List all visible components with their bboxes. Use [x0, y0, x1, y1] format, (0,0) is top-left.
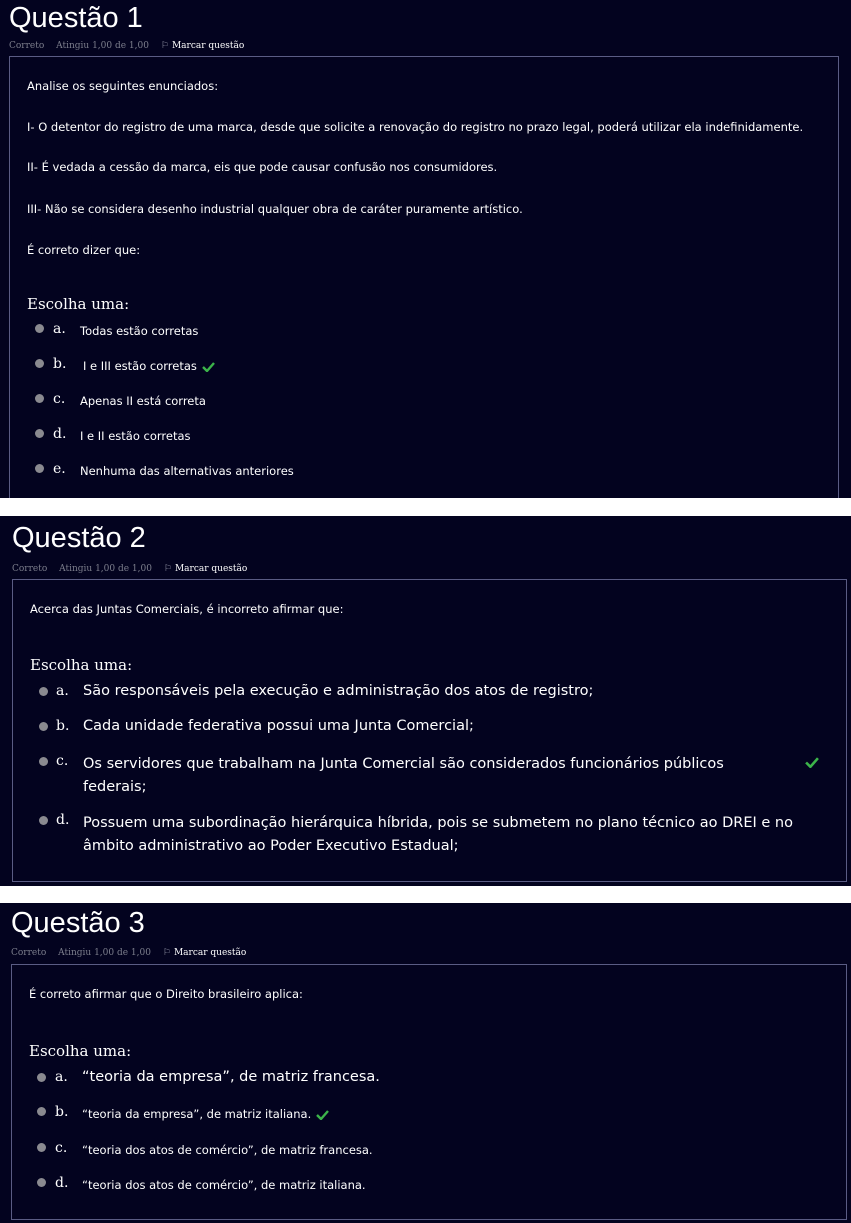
- choose-label: Escolha uma:: [27, 295, 130, 313]
- correct-check-icon: [316, 1110, 329, 1120]
- answer-option[interactable]: [13, 683, 846, 709]
- radio-button[interactable]: [37, 1073, 46, 1082]
- flag-icon[interactable]: ⚐: [160, 41, 169, 51]
- answer-option[interactable]: [13, 718, 846, 744]
- option-text-wrap: [83, 812, 793, 858]
- option-letter: d.: [55, 1175, 69, 1191]
- question-info: [11, 948, 255, 958]
- prompt-line: I- O detentor do registro de uma marca, desde que solicite a renovação do registro no prazo legal, poderá utilizar ela indefinidamente.: [27, 120, 804, 134]
- radio-button[interactable]: [39, 816, 48, 825]
- choose-label: Escolha uma:: [29, 1042, 132, 1060]
- option-letter: d.: [53, 426, 67, 442]
- answer-option[interactable]: [12, 1104, 846, 1128]
- flag-icon[interactable]: ⚐: [163, 564, 172, 574]
- option-letter: a.: [53, 321, 66, 337]
- question-content-box: [12, 579, 847, 882]
- answer-option[interactable]: [12, 1175, 846, 1199]
- question-title: Questão 2: [12, 522, 146, 554]
- grade-text: Atingiu 1,00 de 1,00: [58, 948, 151, 958]
- prompt-line: É correto afirmar que o Direito brasileiro aplica:: [29, 987, 303, 1001]
- grade-text: Atingiu 1,00 de 1,00: [56, 41, 149, 51]
- option-text: I e II estão corretas: [80, 429, 191, 443]
- option-text: “teoria dos atos de comércio”, de matriz italiana.: [82, 1178, 366, 1192]
- radio-button[interactable]: [37, 1178, 46, 1187]
- status-text: Correto: [9, 41, 45, 51]
- flag-icon[interactable]: ⚐: [162, 948, 171, 958]
- option-text-wrap: [82, 1107, 329, 1121]
- radio-button[interactable]: [35, 429, 44, 438]
- option-letter: c.: [56, 753, 69, 769]
- radio-button[interactable]: [39, 757, 48, 766]
- question-info: [9, 41, 253, 51]
- option-letter: d.: [56, 812, 70, 828]
- flag-question-link[interactable]: Marcar questão: [174, 564, 248, 574]
- radio-button[interactable]: [37, 1107, 46, 1116]
- option-letter: c.: [55, 1140, 68, 1156]
- option-text-line: âmbito administrativo ao Poder Executivo Estadual;: [83, 838, 459, 854]
- option-text: Cada unidade federativa possui uma Junta Comercial;: [83, 718, 474, 734]
- option-text: “teoria dos atos de comércio”, de matriz francesa.: [82, 1143, 373, 1157]
- answer-option[interactable]: [13, 812, 846, 862]
- status-text: Correto: [11, 948, 47, 958]
- prompt-line: Analise os seguintes enunciados:: [27, 79, 219, 93]
- flag-question-link[interactable]: Marcar questão: [171, 41, 245, 51]
- option-letter: a.: [55, 1069, 68, 1085]
- answer-option[interactable]: [10, 426, 838, 450]
- question-3-panel: [0, 903, 851, 1223]
- prompt-line: III- Não se considera desenho industrial qualquer obra de caráter puramente artístico.: [27, 202, 523, 216]
- radio-button[interactable]: [35, 324, 44, 333]
- radio-button[interactable]: [37, 1143, 46, 1152]
- option-letter: e.: [53, 461, 66, 477]
- question-1-panel: [0, 0, 851, 498]
- grade-text: Atingiu 1,00 de 1,00: [59, 564, 152, 574]
- question-2-panel: [0, 516, 851, 886]
- option-text: “teoria da empresa”, de matriz francesa.: [82, 1069, 380, 1085]
- prompt-line: Acerca das Juntas Comerciais, é incorreto afirmar que:: [30, 602, 344, 616]
- choose-label: Escolha uma:: [30, 656, 133, 674]
- option-text: I e III estão corretas: [83, 359, 197, 373]
- flag-question-link[interactable]: Marcar questão: [173, 948, 247, 958]
- option-text-wrap: [83, 359, 215, 373]
- answer-option[interactable]: [10, 461, 838, 485]
- prompt-line: II- É vedada a cessão da marca, eis que pode causar confusão nos consumidores.: [27, 160, 498, 174]
- answer-option[interactable]: [12, 1140, 846, 1164]
- option-letter: b.: [56, 718, 70, 734]
- option-letter: b.: [55, 1104, 69, 1120]
- option-text-line: Possuem uma subordinação hierárquica híbrida, pois se submetem no plano técnico ao DREI e no: [83, 815, 793, 831]
- option-text-line: federais;: [83, 779, 147, 795]
- option-letter: c.: [53, 391, 66, 407]
- correct-check-icon: [202, 362, 215, 372]
- answer-option[interactable]: [13, 753, 846, 803]
- answer-option[interactable]: [10, 356, 838, 380]
- option-letter: a.: [56, 683, 69, 699]
- prompt-line: É correto dizer que:: [27, 243, 141, 257]
- option-text: Todas estão corretas: [80, 324, 199, 338]
- question-info: [12, 564, 256, 574]
- question-title: Questão 1: [9, 2, 143, 34]
- option-letter: b.: [53, 356, 67, 372]
- option-text: São responsáveis pela execução e administração dos atos de registro;: [83, 683, 594, 699]
- question-title: Questão 3: [11, 907, 145, 939]
- radio-button[interactable]: [35, 394, 44, 403]
- answer-option[interactable]: [10, 321, 838, 345]
- question-content-box: [9, 56, 839, 498]
- option-text: Apenas II está correta: [80, 394, 206, 408]
- answer-option[interactable]: [10, 391, 838, 415]
- radio-button[interactable]: [35, 359, 44, 368]
- question-content-box: [11, 964, 847, 1220]
- radio-button[interactable]: [39, 722, 48, 731]
- option-text: Nenhuma das alternativas anteriores: [80, 464, 294, 478]
- radio-button[interactable]: [35, 464, 44, 473]
- option-text-line: Os servidores que trabalham na Junta Comercial são considerados funcionários públicos: [83, 756, 724, 772]
- answer-option[interactable]: [12, 1069, 846, 1093]
- option-text: “teoria da empresa”, de matriz italiana.: [82, 1107, 312, 1121]
- correct-check-icon: [805, 757, 819, 768]
- radio-button[interactable]: [39, 687, 48, 696]
- status-text: Correto: [12, 564, 48, 574]
- option-text-wrap: [83, 753, 724, 799]
